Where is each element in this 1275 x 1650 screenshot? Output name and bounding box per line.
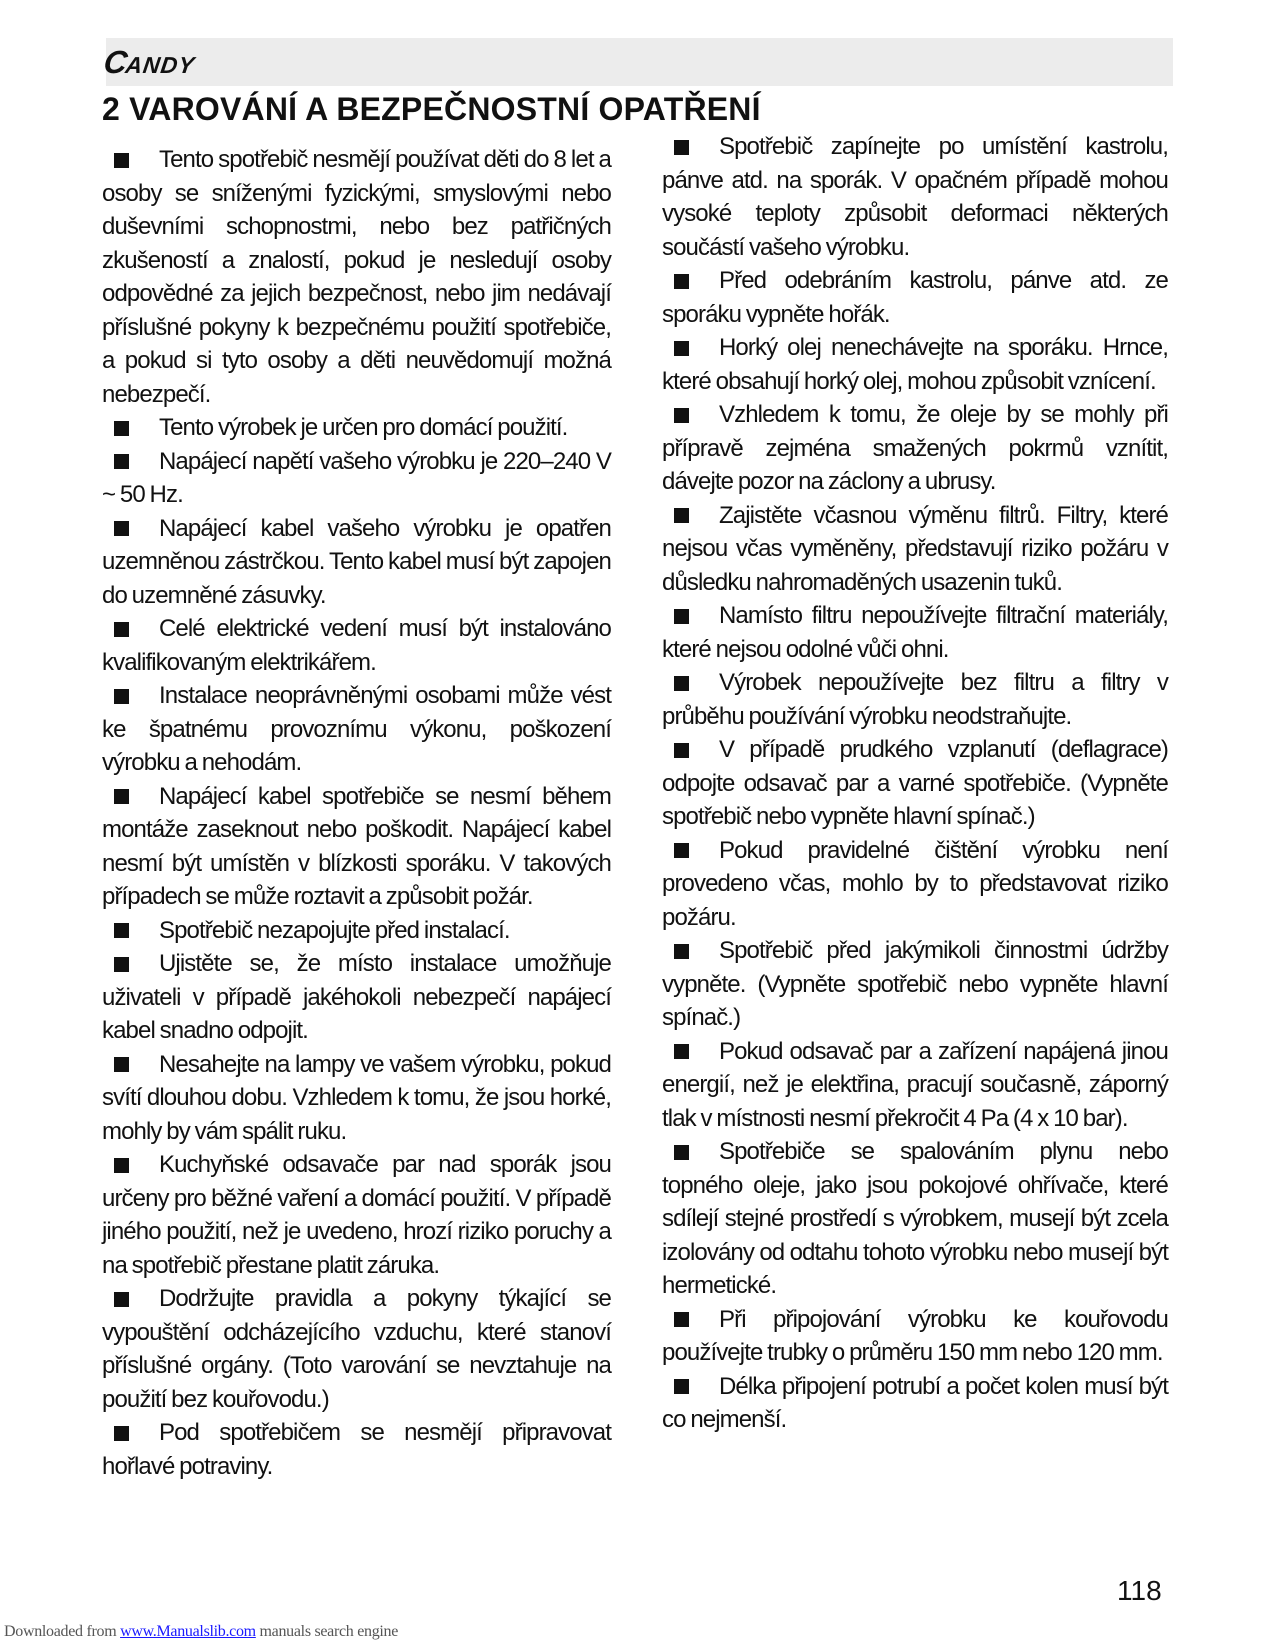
bullet-square-icon [674, 1379, 689, 1394]
list-item: Spotřebič před jakýmikoli činnostmi údržby vypněte. (Vypněte spotřebič nebo vypněte hlavní spínač.) [662, 937, 1168, 1031]
list-item: Při připojování výrobku ke kouřovodu používejte trubky o průměru 150 mm nebo 120 mm. [662, 1305, 1168, 1366]
download-footer: Downloaded from www.Manualslib.com manuals search engine [4, 1623, 399, 1640]
bullet-square-icon [674, 1044, 689, 1059]
right-column [662, 130, 1168, 1437]
page-number: 118 [1117, 1575, 1162, 1606]
bullet-square-icon [674, 944, 689, 959]
bullet-square-icon [674, 140, 689, 155]
list-item: Před odebráním kastrolu, pánve atd. ze sporáku vypněte hořák. [662, 267, 1168, 328]
bullet-square-icon [114, 153, 129, 168]
bullet-square-icon [114, 521, 129, 536]
header-bar [106, 38, 1173, 86]
bullet-square-icon [114, 1426, 129, 1441]
bullet-square-icon [114, 454, 129, 469]
bullet-square-icon [114, 421, 129, 436]
list-item: Výrobek nepoužívejte bez filtru a filtry v průběhu používání výrobku neodstraňujte. [662, 669, 1168, 730]
list-item: Spotřebič zapínejte po umístění kastrolu, pánve atd. na sporák. V opačném případě mohou vysoké teploty způsobit deformaci některých součástí vašeho výrobku. [662, 133, 1168, 261]
left-column [102, 143, 611, 1483]
list-item: Pokud odsavač par a zařízení napájená jinou energií, než je elektřina, pracují současně, záporný tlak v místnosti nesmí překročit 4 Pa (4 x 10 bar). [662, 1037, 1168, 1132]
bullet-square-icon [114, 923, 129, 938]
manualslib-link[interactable]: www.Manualslib.com [120, 1623, 256, 1640]
list-item: Nesahejte na lampy ve vašem výrobku, pokud svítí dlouhou dobu. Vzhledem k tomu, že jsou horké, mohly by vám spálit ruku. [102, 1050, 611, 1145]
bullet-square-icon [674, 609, 689, 624]
bullet-square-icon [114, 1057, 129, 1072]
page-title: 2 VAROVÁNÍ A BEZPEČNOSTNÍ OPATŘENÍ [102, 91, 761, 127]
list-item: Napájecí napětí vašeho výrobku je 220–240 V ~ 50 Hz. [102, 447, 611, 508]
list-item: Napájecí kabel spotřebiče se nesmí během montáže zaseknout nebo poškodit. Napájecí kabel nesmí být umístěn v blízkosti sporáku. V takových případech se může roztavit a způsobit požár. [102, 782, 611, 910]
list-item: Vzhledem k tomu, že oleje by se mohly při přípravě zejména smažených pokrmů vznítit, dávejte pozor na záclony a ubrusy. [662, 401, 1168, 495]
list-item: Tento výrobek je určen pro domácí použití. [102, 411, 611, 445]
bullet-square-icon [114, 789, 129, 804]
bullet-square-icon [114, 689, 129, 704]
bullet-square-icon [674, 843, 689, 858]
list-item: Spotřebič nezapojujte před instalací. [102, 914, 611, 948]
list-item: Spotřebiče se spalováním plynu nebo topného oleje, jako jsou pokojové ohřívače, které sdílejí stejné prostředí s výrobkem, musejí být zcela izolovány od odtahu tohoto výrobku nebo musejí být hermetické. [662, 1138, 1168, 1299]
list-item: Pod spotřebičem se nesmějí připravovat hořlavé potraviny. [102, 1419, 611, 1480]
list-item: Napájecí kabel vašeho výrobku je opatřen uzemněnou zástrčkou. Tento kabel musí být zapojen do uzemněné zásuvky. [102, 514, 611, 609]
bullet-square-icon [114, 622, 129, 637]
bullet-square-icon [674, 743, 689, 758]
brand-logo: CANDY [101, 44, 197, 80]
bullet-square-icon [674, 408, 689, 423]
bullet-square-icon [114, 957, 129, 972]
bullet-square-icon [114, 1292, 129, 1307]
bullet-square-icon [674, 1312, 689, 1327]
list-item: Pokud pravidelné čištění výrobku není provedeno včas, mohlo by to představovat riziko požáru. [662, 836, 1168, 931]
list-item: V případě prudkého vzplanutí (deflagrace) odpojte odsavač par a varné spotřebiče. (Vypněte spotřebič nebo vypněte hlavní spínač.) [662, 736, 1168, 830]
bullet-square-icon [674, 341, 689, 356]
list-item: Zajistěte včasnou výměnu filtrů. Filtry, které nejsou včas vyměněny, představují riziko požáru v důsledku nahromaděných usazenin tuků. [662, 501, 1168, 596]
bullet-square-icon [674, 508, 689, 523]
list-item: Kuchyňské odsavače par nad sporák jsou určeny pro běžné vaření a domácí použití. V případě jiného použití, než je uvedeno, hrozí riziko poruchy a na spotřebič přestane platit záruka. [102, 1151, 611, 1279]
list-item: Celé elektrické vedení musí být instalováno kvalifikovaným elektrikářem. [102, 615, 611, 676]
list-item: Horký olej nenechávejte na sporáku. Hrnce, které obsahují horký olej, mohou způsobit vznícení. [662, 334, 1168, 395]
list-item: Ujistěte se, že místo instalace umožňuje uživateli v případě jakéhokoli nebezpečí napájecí kabel snadno odpojit. [102, 950, 611, 1044]
bullet-square-icon [674, 1145, 689, 1160]
list-item: Délka připojení potrubí a počet kolen musí být co nejmenší. [662, 1372, 1168, 1433]
bullet-square-icon [674, 274, 689, 289]
list-item: Namísto filtru nepoužívejte filtrační materiály, které nejsou odolné vůči ohni. [662, 602, 1168, 663]
bullet-square-icon [114, 1158, 129, 1173]
bullet-square-icon [674, 676, 689, 691]
list-item: Instalace neoprávněnými osobami může vést ke špatnému provoznímu výkonu, poškození výrobku a nehodám. [102, 682, 611, 776]
list-item: Tento spotřebič nesmějí používat děti do 8 let a osoby se sníženými fyzickými, smyslovými nebo duševními schopnostmi, nebo bez patřičných zkušeností a znalostí, pokud je nesledují osoby odpovědné za jejich bezpečnost, nebo jim nedávají příslušné pokyny k bezpečnému použití spotřebiče, a pokud si tyto osoby a děti neuvědomují možná nebezpečí. [102, 146, 611, 408]
list-item: Dodržujte pravidla a pokyny týkající se vypouštění odcházejícího vzduchu, které stanoví příslušné orgány. (Toto varování se nevztahuje na použití bez kouřovodu.) [102, 1285, 611, 1413]
